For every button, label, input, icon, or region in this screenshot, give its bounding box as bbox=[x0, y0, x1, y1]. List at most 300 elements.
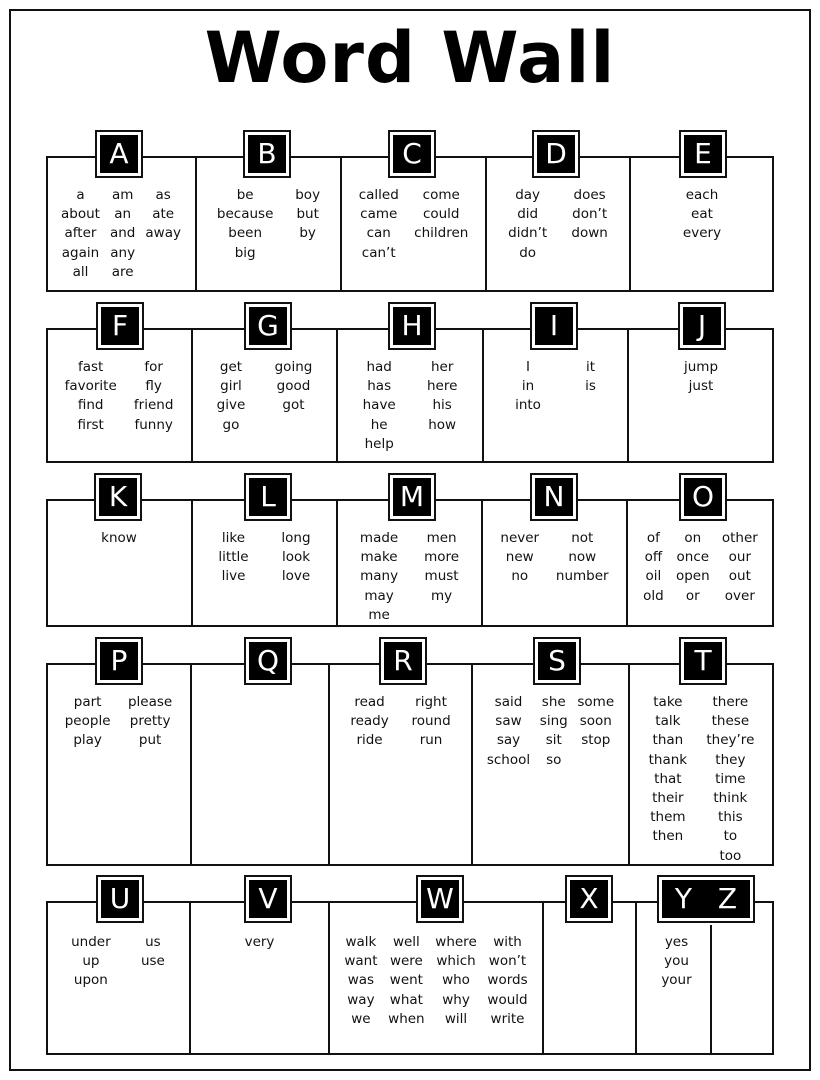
word-column bbox=[217, 358, 246, 435]
word-list bbox=[492, 529, 617, 587]
sight-word: go bbox=[222, 416, 240, 433]
sight-word: had bbox=[366, 359, 392, 375]
sight-word: did bbox=[517, 206, 539, 223]
letter-tile-label: W bbox=[421, 880, 459, 918]
word-column bbox=[359, 186, 399, 263]
word-list bbox=[339, 693, 462, 751]
sight-word: time bbox=[715, 770, 746, 787]
sight-word: new bbox=[505, 549, 534, 566]
letter-tile bbox=[95, 130, 143, 178]
word-column bbox=[141, 933, 165, 991]
sight-word: may bbox=[364, 587, 394, 604]
word-column bbox=[281, 529, 310, 587]
sight-word: got bbox=[282, 397, 305, 414]
word-list bbox=[639, 693, 764, 866]
cell-divider bbox=[190, 663, 192, 866]
sight-word: good bbox=[276, 378, 311, 395]
word-column bbox=[643, 529, 664, 606]
word-column bbox=[218, 529, 248, 587]
sight-word: could bbox=[422, 206, 460, 223]
sight-word: where bbox=[435, 934, 477, 950]
letter-tile bbox=[96, 302, 144, 350]
letter-tile-label: Q bbox=[249, 642, 287, 680]
sight-word: fly bbox=[145, 378, 162, 395]
cell-divider bbox=[336, 499, 338, 627]
sight-word: people bbox=[64, 713, 111, 730]
sight-word: stop bbox=[581, 732, 611, 749]
sight-word: any bbox=[110, 244, 136, 261]
sight-word: first bbox=[77, 416, 104, 433]
sight-word: give bbox=[216, 397, 246, 414]
sight-word: come bbox=[422, 187, 460, 203]
sight-word: walk bbox=[345, 934, 377, 950]
sight-word: can bbox=[366, 225, 391, 242]
letter-tile-label: S bbox=[538, 642, 576, 680]
sight-word: yes bbox=[664, 934, 689, 950]
word-column bbox=[424, 529, 459, 625]
sight-word: live bbox=[221, 568, 246, 585]
letter-tile-label: O bbox=[684, 478, 722, 516]
sight-word: upon bbox=[73, 972, 108, 989]
sight-word: is bbox=[585, 378, 596, 395]
letter-tile bbox=[244, 637, 292, 685]
word-column bbox=[684, 358, 718, 396]
sight-word: their bbox=[652, 790, 684, 807]
sight-word: out bbox=[728, 568, 751, 585]
sight-word: love bbox=[281, 568, 311, 585]
sight-word: saw bbox=[495, 713, 522, 730]
sight-word: will bbox=[444, 1010, 468, 1027]
sight-word: has bbox=[367, 378, 392, 395]
word-list bbox=[496, 186, 620, 263]
sight-word: me bbox=[368, 606, 390, 623]
sight-word: look bbox=[281, 549, 311, 566]
word-list bbox=[56, 693, 181, 751]
sight-word: she bbox=[541, 694, 566, 710]
sight-word: up bbox=[82, 953, 100, 970]
sight-word: number bbox=[555, 568, 609, 585]
letter-glyph: Z bbox=[717, 882, 738, 915]
word-list bbox=[351, 186, 476, 263]
sight-word: must bbox=[424, 568, 459, 585]
letter-tile bbox=[95, 637, 143, 685]
sight-word: big bbox=[234, 244, 256, 261]
sight-word: would bbox=[487, 991, 528, 1008]
sight-word: in bbox=[521, 378, 535, 395]
sight-word: there bbox=[712, 694, 749, 710]
letter-tile-label: L bbox=[249, 478, 287, 516]
sight-word: am bbox=[111, 187, 134, 203]
letter-tile-label: P bbox=[100, 642, 138, 680]
sight-word: way bbox=[347, 991, 375, 1008]
sight-word: use bbox=[140, 953, 165, 970]
letter-tile bbox=[679, 130, 727, 178]
cell-divider bbox=[628, 663, 630, 866]
sight-word: than bbox=[652, 732, 684, 749]
sight-word: boy bbox=[295, 187, 321, 203]
sight-word: as bbox=[155, 187, 171, 203]
sight-word: went bbox=[389, 972, 423, 989]
sight-word: were bbox=[389, 953, 423, 970]
sight-word: play bbox=[73, 732, 102, 749]
sight-word: please bbox=[127, 694, 173, 710]
sight-word: say bbox=[496, 732, 521, 749]
sight-word: write bbox=[490, 1010, 525, 1027]
word-column bbox=[571, 186, 607, 263]
sight-word: like bbox=[221, 530, 246, 546]
letter-tile bbox=[244, 875, 292, 923]
sight-word: take bbox=[653, 694, 683, 710]
sight-word: who bbox=[442, 972, 470, 989]
sight-word: over bbox=[724, 587, 755, 604]
word-column bbox=[360, 529, 398, 625]
sight-word: put bbox=[138, 732, 162, 749]
letter-tile bbox=[388, 473, 436, 521]
sight-word: does bbox=[573, 187, 606, 203]
sight-word: your bbox=[661, 972, 692, 989]
word-column bbox=[676, 529, 710, 606]
sight-word: these bbox=[711, 713, 750, 730]
sight-word: thank bbox=[648, 751, 688, 768]
sight-word: I bbox=[526, 359, 530, 375]
letter-tile bbox=[530, 473, 578, 521]
word-column bbox=[435, 933, 476, 1029]
word-column bbox=[585, 358, 596, 416]
page-title: Word Wall bbox=[204, 17, 616, 99]
sight-word: they’re bbox=[706, 732, 755, 749]
sight-word: very bbox=[244, 934, 275, 950]
sight-word: well bbox=[392, 934, 420, 950]
sight-word: away bbox=[145, 225, 181, 242]
word-column bbox=[145, 186, 181, 282]
word-column bbox=[65, 358, 117, 435]
word-column bbox=[414, 186, 468, 263]
sight-word: read bbox=[354, 694, 385, 710]
letter-tile-label: R bbox=[384, 642, 422, 680]
sight-word: not bbox=[571, 530, 594, 546]
word-list bbox=[56, 186, 186, 282]
cell-divider bbox=[189, 901, 191, 1055]
sight-word: this bbox=[718, 809, 743, 826]
sight-word: came bbox=[360, 206, 398, 223]
word-list bbox=[482, 693, 619, 770]
word-list bbox=[56, 529, 182, 548]
letter-tile-label: T bbox=[684, 642, 722, 680]
letter-tile-label: A bbox=[100, 135, 138, 173]
cell-divider bbox=[710, 925, 712, 1055]
sight-word: some bbox=[577, 694, 615, 710]
cell-divider bbox=[485, 156, 487, 292]
word-column bbox=[245, 933, 275, 952]
sight-word: down bbox=[571, 225, 608, 242]
letter-tile-label: B bbox=[248, 135, 286, 173]
letter-tile-label: C bbox=[393, 135, 431, 173]
sight-word: pretty bbox=[129, 713, 171, 730]
sight-word: you bbox=[664, 953, 689, 970]
sight-word: ride bbox=[356, 732, 383, 749]
letter-tile bbox=[388, 130, 436, 178]
sight-word: what bbox=[389, 991, 423, 1008]
cell-divider bbox=[635, 901, 637, 1055]
word-column bbox=[295, 186, 320, 263]
letter-tile-label bbox=[662, 880, 750, 918]
word-column bbox=[134, 358, 174, 435]
cell-divider bbox=[328, 901, 330, 1055]
sight-word: too bbox=[719, 847, 742, 864]
letter-tile bbox=[533, 637, 581, 685]
sight-word: how bbox=[428, 416, 457, 433]
sight-word: but bbox=[296, 206, 319, 223]
sight-word: have bbox=[362, 397, 396, 414]
word-column bbox=[363, 358, 396, 454]
word-column bbox=[722, 529, 758, 606]
sight-word: that bbox=[654, 770, 682, 787]
word-column bbox=[388, 933, 424, 1029]
word-column bbox=[110, 186, 135, 282]
sight-word: children bbox=[414, 225, 469, 242]
word-list bbox=[493, 358, 618, 416]
letter-tile-label: K bbox=[99, 478, 137, 516]
letter-tile bbox=[244, 302, 292, 350]
sight-word: been bbox=[228, 225, 263, 242]
sight-word: his bbox=[432, 397, 452, 414]
sight-word: we bbox=[351, 1010, 371, 1027]
word-list bbox=[640, 186, 764, 244]
word-column bbox=[540, 693, 568, 770]
word-list bbox=[347, 358, 473, 454]
sight-word: sit bbox=[545, 732, 562, 749]
sight-word: know bbox=[101, 530, 137, 546]
sight-word: every bbox=[682, 225, 722, 242]
sight-word: find bbox=[77, 397, 104, 414]
sight-word: into bbox=[515, 397, 541, 414]
sight-word: for bbox=[144, 359, 163, 375]
cell-divider bbox=[191, 328, 193, 463]
letter-tile bbox=[243, 130, 291, 178]
sight-word: jump bbox=[683, 359, 719, 375]
letter-tile-label: X bbox=[570, 880, 608, 918]
sight-word: ready bbox=[350, 713, 389, 730]
sight-word: once bbox=[676, 549, 710, 566]
sight-word: and bbox=[109, 225, 136, 242]
word-list bbox=[200, 933, 319, 952]
sight-word: each bbox=[685, 187, 719, 203]
letter-tile bbox=[416, 875, 464, 923]
sight-word: sing bbox=[539, 713, 568, 730]
letter-tile bbox=[678, 302, 726, 350]
sight-word: won’t bbox=[488, 953, 527, 970]
sight-word: can’t bbox=[361, 244, 396, 261]
sight-word: words bbox=[487, 972, 528, 989]
word-list bbox=[637, 529, 764, 606]
sight-word: on bbox=[684, 530, 702, 546]
letter-tile-label: H bbox=[393, 307, 431, 345]
sight-word: just bbox=[688, 378, 714, 395]
cell-divider bbox=[481, 499, 483, 627]
word-column bbox=[71, 933, 111, 991]
sight-word: he bbox=[370, 416, 388, 433]
sight-word: girl bbox=[220, 378, 242, 395]
cell-divider bbox=[336, 328, 338, 463]
word-list bbox=[347, 529, 472, 625]
sight-word: be bbox=[236, 187, 254, 203]
sight-word: school bbox=[486, 751, 531, 768]
sight-word: which bbox=[436, 953, 476, 970]
cell-divider bbox=[629, 156, 631, 292]
letter-tile-label: V bbox=[249, 880, 287, 918]
letter-tile bbox=[388, 302, 436, 350]
sight-word: never bbox=[500, 530, 540, 546]
letter-glyph: Y bbox=[674, 882, 693, 915]
word-column bbox=[427, 358, 457, 454]
sight-word: a bbox=[76, 187, 85, 203]
letter-tile-label: I bbox=[535, 307, 573, 345]
sight-word: after bbox=[64, 225, 97, 242]
word-column bbox=[101, 529, 137, 548]
sight-word: an bbox=[114, 206, 132, 223]
letter-tile bbox=[532, 130, 580, 178]
sight-word: soon bbox=[579, 713, 612, 730]
letter-tile bbox=[244, 473, 292, 521]
sight-word: make bbox=[360, 549, 398, 566]
letter-tile bbox=[530, 302, 578, 350]
sight-word: again bbox=[61, 244, 100, 261]
sight-word: open bbox=[675, 568, 710, 585]
sight-word: round bbox=[411, 713, 451, 730]
sight-word: her bbox=[430, 359, 454, 375]
sight-word: no bbox=[511, 568, 529, 585]
sight-word: with bbox=[493, 934, 522, 950]
word-column bbox=[508, 186, 547, 263]
letter-tile bbox=[379, 637, 427, 685]
word-column bbox=[577, 693, 614, 770]
sight-word: don’t bbox=[572, 206, 608, 223]
word-list bbox=[339, 933, 533, 1029]
cell-divider bbox=[626, 499, 628, 627]
letter-tile-label: J bbox=[683, 307, 721, 345]
word-column bbox=[275, 358, 313, 435]
cell-divider bbox=[191, 499, 193, 627]
sight-word: or bbox=[685, 587, 700, 604]
sight-word: other bbox=[721, 530, 758, 546]
sight-word: ate bbox=[152, 206, 175, 223]
word-list bbox=[202, 529, 327, 587]
sight-word: when bbox=[388, 1010, 425, 1027]
word-column bbox=[217, 186, 273, 263]
sight-word: right bbox=[415, 694, 447, 710]
letter-tile-label: F bbox=[101, 307, 139, 345]
word-column bbox=[556, 529, 609, 587]
sight-word: they bbox=[715, 751, 746, 768]
sight-word: us bbox=[145, 934, 161, 950]
sight-word: many bbox=[360, 568, 399, 585]
sight-word: to bbox=[723, 828, 738, 845]
sight-word: said bbox=[494, 694, 523, 710]
sight-word: more bbox=[424, 549, 460, 566]
word-list bbox=[646, 933, 707, 991]
cell-divider bbox=[482, 328, 484, 463]
sight-word: was bbox=[347, 972, 375, 989]
word-column bbox=[500, 529, 539, 587]
word-column bbox=[515, 358, 541, 416]
sight-word: get bbox=[219, 359, 243, 375]
word-column bbox=[487, 933, 527, 1029]
sight-word: so bbox=[546, 751, 562, 768]
word-column bbox=[65, 693, 111, 751]
sight-word: called bbox=[358, 187, 399, 203]
word-list bbox=[206, 186, 331, 263]
sight-word: think bbox=[713, 790, 748, 807]
sight-word: part bbox=[73, 694, 102, 710]
sight-word: it bbox=[585, 359, 596, 375]
word-column bbox=[344, 933, 377, 1029]
letter-tile-label: D bbox=[537, 135, 575, 173]
sight-word: want bbox=[344, 953, 378, 970]
sight-word: about bbox=[61, 206, 100, 223]
cell-divider bbox=[542, 901, 544, 1055]
letter-tile bbox=[94, 473, 142, 521]
sight-word: long bbox=[281, 530, 311, 546]
letter-tile-label: G bbox=[249, 307, 287, 345]
sight-word: now bbox=[568, 549, 597, 566]
sight-word: of bbox=[646, 530, 660, 546]
letter-tile-label: E bbox=[684, 135, 722, 173]
sight-word: oil bbox=[645, 568, 662, 585]
sight-word: going bbox=[274, 359, 313, 375]
word-list bbox=[56, 933, 180, 991]
sight-word: help bbox=[364, 435, 394, 452]
sight-word: day bbox=[515, 187, 541, 203]
letter-tile bbox=[679, 473, 727, 521]
letter-tile bbox=[657, 875, 755, 923]
letter-tile-label: U bbox=[101, 880, 139, 918]
sight-word: under bbox=[71, 934, 111, 950]
sight-word: then bbox=[652, 828, 684, 845]
sight-word: funny bbox=[134, 416, 173, 433]
word-column bbox=[350, 693, 388, 751]
letter-tile bbox=[565, 875, 613, 923]
cell-divider bbox=[471, 663, 473, 866]
letter-tile-label: N bbox=[535, 478, 573, 516]
sight-word: off bbox=[644, 549, 663, 566]
sight-word: why bbox=[442, 991, 470, 1008]
sight-word: by bbox=[299, 225, 316, 242]
word-list bbox=[202, 358, 327, 435]
sight-word: here bbox=[426, 378, 458, 395]
sight-word: didn’t bbox=[508, 225, 548, 242]
word-list bbox=[638, 358, 764, 396]
word-column bbox=[128, 693, 172, 751]
sight-word: all bbox=[72, 263, 89, 280]
cell-divider bbox=[627, 328, 629, 463]
word-list bbox=[56, 358, 182, 435]
sight-word: friend bbox=[133, 397, 174, 414]
word-column bbox=[411, 693, 450, 751]
sight-word: fast bbox=[77, 359, 104, 375]
sight-word: made bbox=[359, 530, 399, 546]
sight-word: my bbox=[431, 587, 453, 604]
sight-word: do bbox=[519, 244, 537, 261]
letter-tile bbox=[679, 637, 727, 685]
sight-word: eat bbox=[691, 206, 713, 223]
word-column bbox=[661, 933, 691, 991]
sight-word: because bbox=[216, 206, 274, 223]
word-column bbox=[706, 693, 754, 866]
cell-divider bbox=[195, 156, 197, 292]
cell-divider bbox=[340, 156, 342, 292]
letter-tile-label: M bbox=[393, 478, 431, 516]
sight-word: are bbox=[111, 263, 134, 280]
